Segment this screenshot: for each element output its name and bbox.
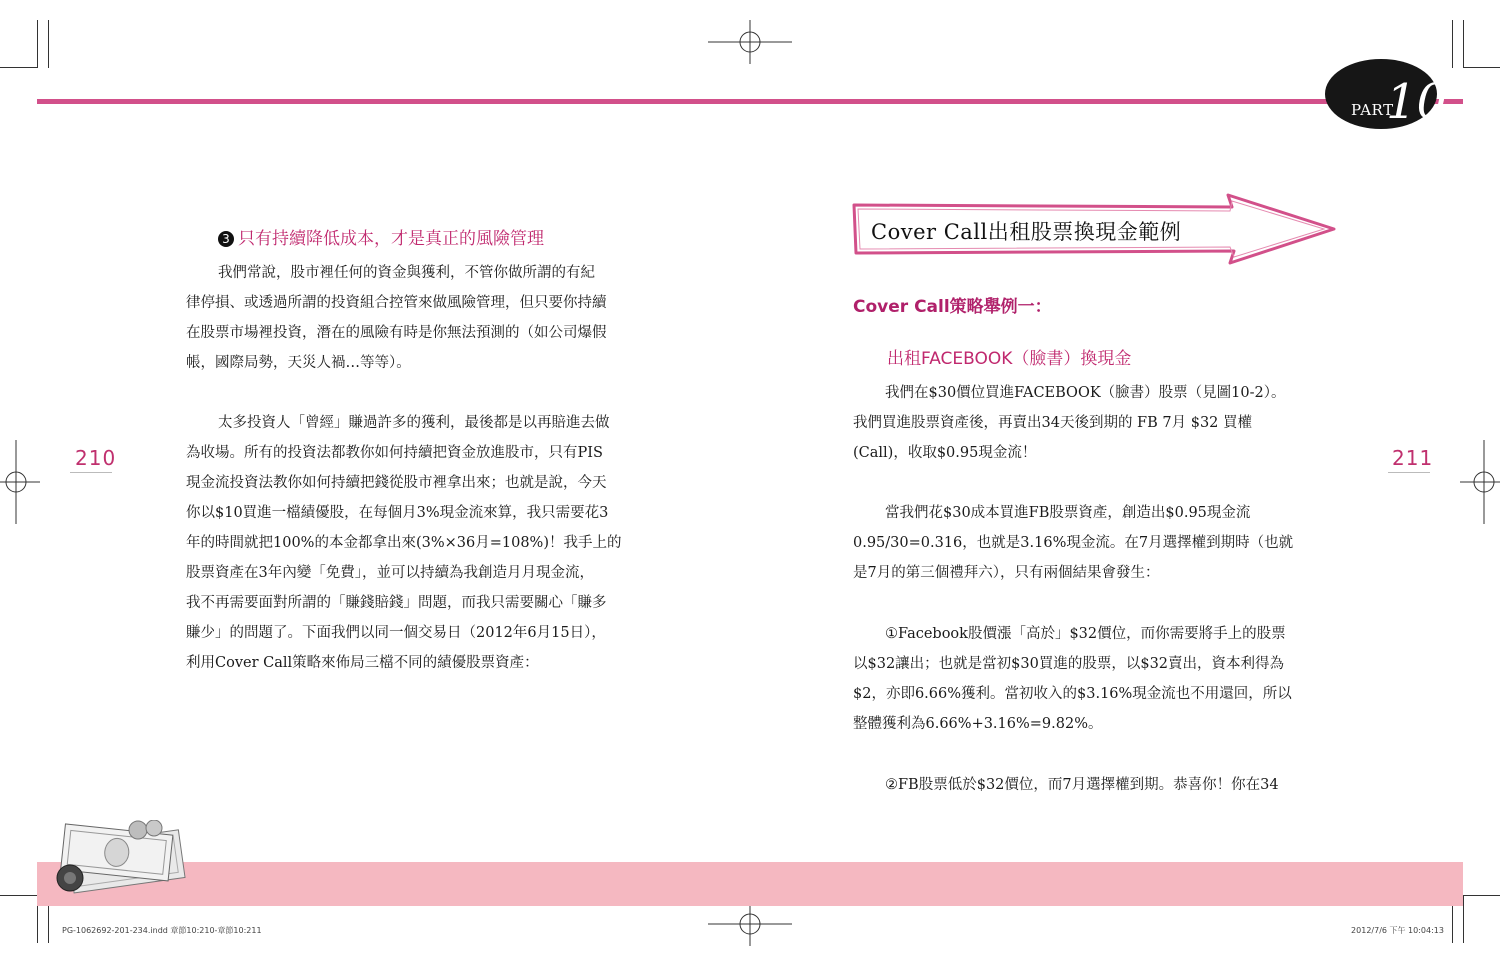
- text-line: 現金流投資法教你如何持續把錢從股市裡拿出來；也就是說，今天: [186, 475, 607, 491]
- text-line: ②FB股票低於$32價位，而7月選擇權到期。恭喜你！你在34: [885, 777, 1279, 793]
- text-line: 0.95/30=0.316，也就是3.16%現金流。在7月選擇權到期時（也就: [853, 535, 1294, 551]
- crop-mark: [37, 20, 38, 68]
- crop-mark: [0, 895, 37, 896]
- text-line: ①Facebook股價漲「高於」$32價位，而你需要將手上的股票: [885, 626, 1286, 642]
- section-title: 只有持續降低成本，才是真正的風險管理: [238, 229, 544, 249]
- text-line: 利用Cover Call策略來佈局三檔不同的績優股票資產：: [186, 655, 539, 671]
- print-timestamp: 2012/7/6 下午 10:04:13: [1351, 926, 1444, 935]
- text-line: $2，亦即6.66%獲利。當初收入的$3.16%現金流也不用還回，所以: [853, 686, 1292, 702]
- text-line: 在股票市場裡投資，潛在的風險有時是你無法預測的（如公司爆假: [186, 325, 607, 341]
- footer-band: [37, 862, 1463, 906]
- right-paragraph-4: [853, 770, 1327, 800]
- text-line: 股票資產在3年內變「免費」，並可以持續為我創造月月現金流，: [186, 565, 594, 581]
- example-heading: Cover Call策略舉例一：: [853, 297, 1052, 317]
- text-line: 以$32讓出；也就是當初$30買進的股票，以$32賣出，資本利得為: [853, 656, 1285, 672]
- crop-mark: [0, 67, 37, 68]
- text-line: 我不再需要面對所謂的「賺錢賠錢」問題，而我只需要關心「賺多: [186, 595, 607, 611]
- crop-mark: [1463, 20, 1464, 68]
- text-line: 帳，國際局勢，天災人禍…等等）。: [186, 355, 411, 371]
- banner-title: Cover Call出租股票換現金範例: [871, 220, 1182, 244]
- text-line: 當我們花$30成本買進FB股票資產，創造出$0.95現金流: [885, 505, 1251, 521]
- text-line: 年的時間就把100%的本金都拿出來(3%×36月=108%)！我手上的: [186, 535, 622, 551]
- text-line: 為收場。所有的投資法都教你如何持續把資金放進股市，只有PIS: [186, 445, 603, 461]
- registration-mark-left: [0, 440, 40, 524]
- text-line: 律停損、或透過所謂的投資組合控管來做風險管理，但只要你持續: [186, 295, 607, 311]
- text-line: 整體獲利為6.66%+3.16%=9.82%。: [853, 716, 1103, 732]
- right-page-number: 211: [1392, 446, 1434, 470]
- text-line: 我們買進股票資產後，再賣出34天後到期的 FB 7月 $32 買權: [853, 415, 1253, 431]
- left-paragraph-2: [186, 408, 660, 678]
- text-line: 太多投資人「曾經」賺過許多的獲利，最後都是以再賠進去做: [218, 415, 610, 431]
- example-subheading: 出租FACEBOOK（臉書）換現金: [887, 349, 1132, 369]
- numbered-bullet-icon: 3: [218, 231, 234, 247]
- part-number: 10: [1386, 74, 1448, 130]
- right-paragraph-3: [853, 619, 1327, 739]
- section-heading: [218, 224, 544, 249]
- crop-mark: [1463, 895, 1500, 896]
- crop-mark: [48, 20, 49, 68]
- text-line: 你以$10買進一檔績優股，在每個月3%現金流來算，我只需要花3: [186, 505, 609, 521]
- right-paragraph-2: [853, 498, 1327, 588]
- file-slug: PG-1062692-201-234.indd 章節10:210-章節10:211: [62, 926, 262, 935]
- registration-mark-right: [1460, 440, 1500, 524]
- text-line: 我們在$30價位買進FACEBOOK（臉書）股票（見圖10-2）。: [885, 385, 1286, 401]
- crop-mark: [1452, 20, 1453, 68]
- header-rule: [37, 99, 1463, 104]
- page-number-rule: [1388, 472, 1430, 473]
- part-label: PART: [1351, 101, 1394, 119]
- registration-mark-bottom: [708, 902, 792, 946]
- left-paragraph-1: [186, 258, 660, 378]
- right-paragraph-1: [853, 378, 1327, 468]
- registration-mark-top: [708, 20, 792, 64]
- text-line: (Call)，收取$0.95現金流！: [853, 445, 1037, 461]
- text-line: 賺少」的問題了。下面我們以同一個交易日（2012年6月15日），: [186, 625, 606, 641]
- crop-mark: [1463, 67, 1500, 68]
- money-illustration-icon: [52, 820, 194, 900]
- text-line: 我們常說，股市裡任何的資金與獲利，不管你做所謂的有紀: [218, 265, 595, 281]
- page-number-rule: [70, 472, 112, 473]
- crop-mark: [1463, 895, 1464, 943]
- text-line: 是7月的第三個禮拜六），只有兩個結果會發生：: [853, 565, 1160, 581]
- left-page-number: 210: [75, 446, 117, 470]
